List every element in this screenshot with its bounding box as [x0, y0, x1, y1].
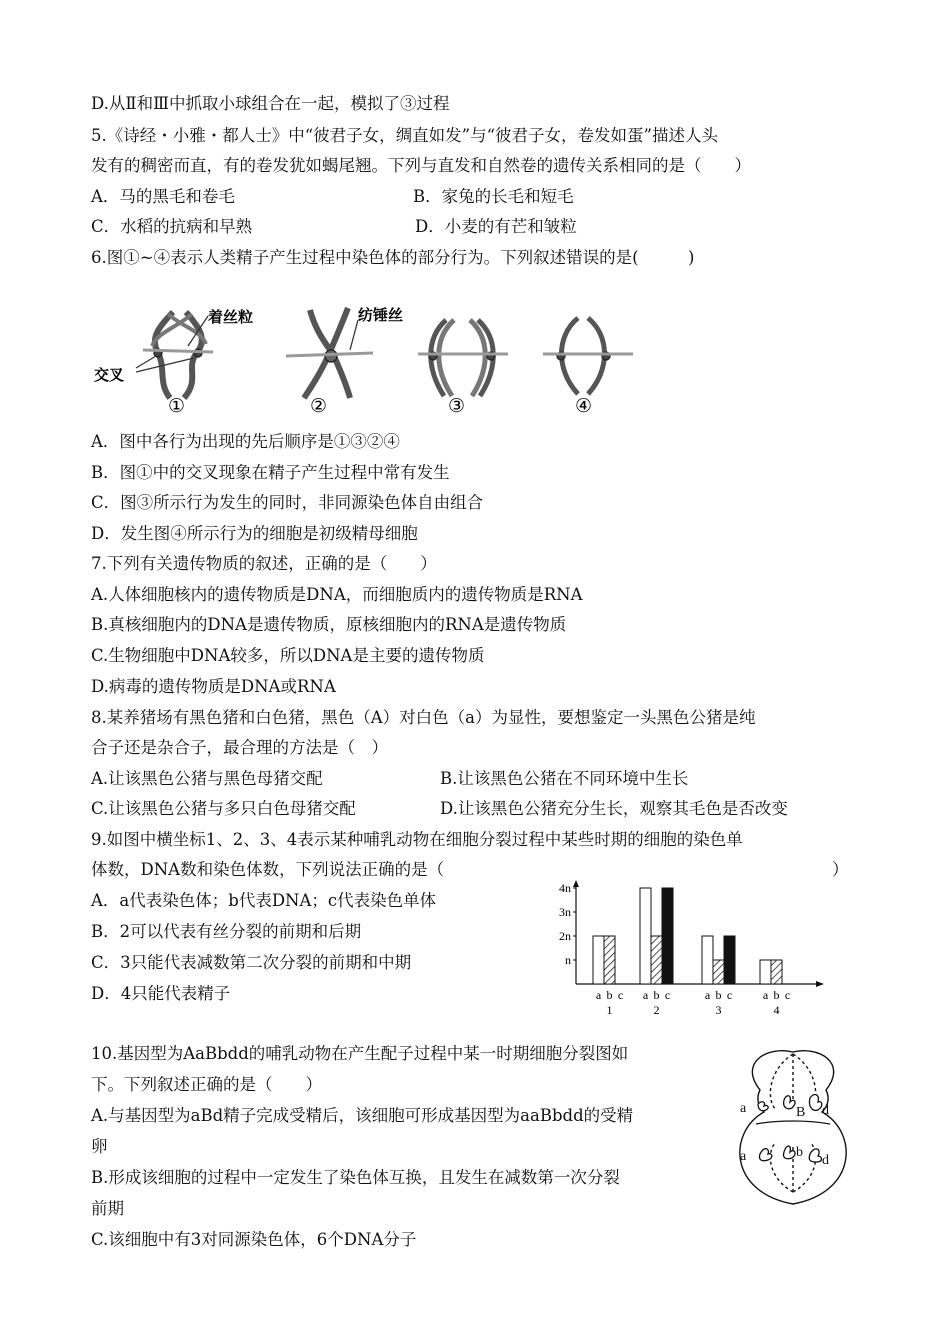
bar-sublabel: a [762, 988, 769, 1002]
bar-c-3 [724, 936, 735, 984]
q7-option-a: A.人体细胞核内的遗传物质是DNA，而细胞质内的遗传物质是RNA [91, 585, 583, 604]
bar-sublabel: c [726, 988, 733, 1002]
bar-b-3 [713, 960, 724, 984]
panel-label-2: ② [310, 396, 328, 417]
q5-option-d: D．小麦的有芒和皱粒 [415, 217, 577, 236]
gene-label-b-lower: b [796, 1145, 803, 1160]
q9-stem-line2: 体数，DNA数和染色体数，下列说法正确的是（ [91, 860, 445, 879]
category-label: 2 [653, 1003, 660, 1017]
q9-option-d: D．4只能代表精子 [91, 984, 231, 1003]
q9-option-b: B．2可以代表有丝分裂的前期和后期 [91, 922, 362, 941]
panel-label-3: ③ [448, 396, 466, 417]
q8-option-a: A.让该黑色公猪与黑色母猪交配 [91, 769, 323, 788]
bar-b-2 [651, 936, 662, 984]
bar-sublabel: c [784, 988, 791, 1002]
q10-option-a-line1: A.与基因型为aBd精子完成受精后，该细胞可形成基因型为aaBbdd的受精 [91, 1106, 634, 1125]
q7-option-b: B.真核细胞内的DNA是遗传物质，原核细胞内的RNA是遗传物质 [91, 615, 567, 634]
y-tick-label: n [565, 953, 571, 967]
q8-stem-line1: 8.某养猪场有黑色猪和白色猪，黑色（A）对白色（a）为显性，要想鉴定一头黑色公猪是纯 [91, 708, 756, 727]
q8-option-b: B.让该黑色公猪在不同环境中生长 [440, 769, 689, 788]
bar-sublabel: c [664, 988, 671, 1002]
chromosome-upper-right [809, 1095, 821, 1111]
q10-stem-line2: 下。下列叙述正确的是（ ） [91, 1075, 322, 1094]
bar-c-2 [662, 888, 673, 984]
q9-stem-line1: 9.如图中横坐标1、2、3、4表示某种哺乳动物在细胞分裂过程中某些时期的细胞的染色单 [91, 830, 743, 849]
spindle-label: 纺锤丝 [358, 308, 404, 324]
gene-label-a-lower: a [740, 1149, 747, 1164]
q4-option-d: D.从Ⅱ和Ⅲ中抓取小球组合在一起，模拟了③过程 [91, 94, 450, 113]
q9-option-a: A．a代表染色体；b代表DNA；c代表染色单体 [91, 891, 437, 910]
q8-stem-line2: 合子还是杂合子，最合理的方法是（ ） [91, 738, 388, 757]
gene-label-a-upper: a [740, 1101, 747, 1116]
category-label: 3 [715, 1003, 722, 1017]
bar-sublabel: c [617, 988, 624, 1002]
category-label: 1 [606, 1003, 613, 1017]
y-tick-label: 3n [559, 905, 571, 919]
y-tick-label: 4n [559, 881, 571, 895]
bar-sublabel: a [642, 988, 649, 1002]
bar-sublabel: a [595, 988, 602, 1002]
chromosome-lower-left [759, 1149, 771, 1161]
bar-a-2 [640, 888, 651, 984]
q10-stem-line1: 10.基因型为AaBbdd的哺乳动物在产生配子过程中某一时期细胞分裂图如 [91, 1044, 629, 1063]
gene-label-d-upper: d [822, 1103, 829, 1118]
bar-sublabel: b [606, 988, 613, 1002]
bar-sublabel: b [715, 988, 722, 1002]
q5-option-c: C．水稻的抗病和早熟 [91, 217, 253, 236]
panel-label-1: ① [168, 396, 186, 417]
category-label: 4 [773, 1003, 780, 1017]
q6-option-b: B．图①中的交叉现象在精子产生过程中常有发生 [91, 463, 450, 482]
q5-stem-line2: 发有的稠密而直，有的卷发犹如蝎尾翘。下列与直发和自然卷的遗传关系相同的是（ ） [91, 156, 751, 175]
cell-division-bar-chart [540, 878, 830, 1023]
q5-stem-line1: 5.《诗经・小雅・都人士》中“彼君子女，绸直如发”与“彼君子女，卷发如蛋”描述人头 [91, 126, 718, 145]
chromosome-lower-right [809, 1149, 821, 1162]
centromere-label: 着丝粒 [208, 310, 254, 326]
q7-option-d: D.病毒的遗传物质是DNA或RNA [91, 677, 336, 696]
q9-answer-paren: ） [832, 860, 849, 879]
panel-4-chromosomes [543, 318, 633, 394]
q6-option-a: A．图中各行为出现的先后顺序是①③②④ [91, 432, 400, 451]
q8-option-c: C.让该黑色公猪与多只白色母猪交配 [91, 799, 356, 818]
bar-a-1 [593, 936, 604, 984]
q6-option-c: C．图③所示行为发生的同时，非同源染色体自由组合 [91, 493, 484, 512]
q9-option-c: C．3只能代表减数第二次分裂的前期和中期 [91, 953, 412, 972]
q7-stem: 7.下列有关遗传物质的叙述，正确的是（ ） [91, 554, 437, 573]
q5-option-a: A．马的黑毛和卷毛 [91, 187, 235, 206]
q8-option-d: D.让该黑色公猪充分生长，观察其毛色是否改变 [440, 799, 788, 818]
q10-option-a-line2: 卵 [91, 1137, 108, 1156]
gene-label-d-lower: d [822, 1153, 829, 1168]
q7-option-c: C.生物细胞中DNA较多，所以DNA是主要的遗传物质 [91, 646, 485, 665]
bar-a-4 [760, 960, 771, 984]
panel-label-4: ④ [575, 396, 593, 417]
cleavage-groove [756, 1121, 830, 1124]
q5-option-b: B．家兔的长毛和短毛 [413, 187, 574, 206]
y-tick-label: 2n [559, 929, 571, 943]
panel-3-chromosomes [418, 320, 508, 396]
chromosome-behavior-figure [88, 298, 648, 420]
cell-division-diagram [718, 1042, 868, 1214]
q10-option-b-line2: 前期 [91, 1199, 124, 1218]
q10-option-b-line1: B.形成该细胞的过程中一定发生了染色体互换，且发生在减数第一次分裂 [91, 1168, 620, 1187]
q10-option-c: C.该细胞中有3对同源染色体，6个DNA分子 [91, 1230, 417, 1249]
bar-sublabel: b [653, 988, 660, 1002]
gene-label-B-upper: B [796, 1105, 806, 1120]
crossover-label: 交叉 [94, 368, 125, 384]
q6-option-d: D．发生图④所示行为的细胞是初级精母细胞 [91, 524, 418, 543]
bar-sublabel: b [773, 988, 780, 1002]
bar-b-4 [771, 960, 782, 984]
bar-b-1 [604, 936, 615, 984]
bar-sublabel: a [704, 988, 711, 1002]
chromosome-upper-left [758, 1102, 768, 1111]
q6-stem: 6.图①~④表示人类精子产生过程中染色体的部分行为。下列叙述错误的是( ) [91, 248, 695, 267]
spindle-lower [770, 1142, 815, 1192]
bar-a-3 [702, 936, 713, 984]
